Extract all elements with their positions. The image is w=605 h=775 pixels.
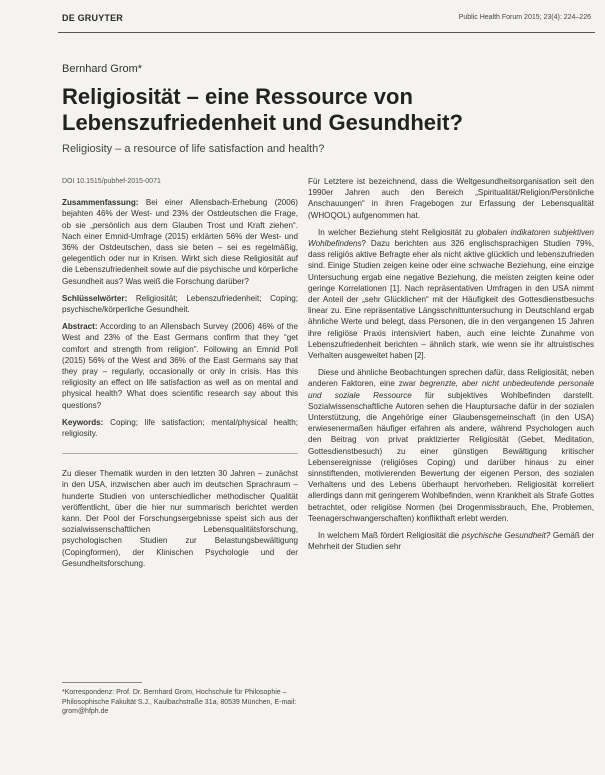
left-column <box>62 176 298 575</box>
correspondence-footnote: *Korrespondenz: Prof. Dr. Bernhard Grom, Hochschule für Philosophie – Philosophische Fakultät S.J., Kaulbachstraße 31a, 80539 München, E-mail: grom@hfph.de <box>62 689 297 715</box>
p4-emphasis: psychische Gesundheit? <box>461 531 551 541</box>
abstract-text: According to an Allensbach Survey (2006) 46% of the West and 23% of the East Germans confirm that they “get comfort and strength from religion”. Following an Emnid Poll (2015) 56% of the West and 36% of the East Germans say that they pray – regularly, occasionally or only in crisis. Has this religiosity an effect on life satisfaction as well as on mental and physical health? What does scientific research say about this questions? <box>62 322 298 410</box>
doi-link[interactable]: DOI 10.1515/pubhef-2015-0071 <box>62 178 161 185</box>
p2-text-b: ? Dazu berichten aus 326 englischsprachigen Studien 79%, dass religiös aktive Befragte eher als nicht aktive glücklich und lebenszufrieden sind. Einige Studien zeigen keine oder eine schwache Beziehung, eine einzige Untersuchung ergab eine negative Beziehung, die meisten zeigten keine oder geringe Korrelationen [1]. Nach repräsentativen Umfragen in den USA nimmt der Anteil der „sehr Glücklichen“ mit der Häufigkeit des Gottesdienstbesuchs linear zu. Eine repräsentative Längsschnittuntersuchung in Deutschland ergab ähnliche Werte und belegt, dass Personen, die in den vergangenen 15 Jahren ihre religiöse Praxis intensiviert haben, auch eine leichte Zunahme von Lebenszufriedenheit berichten – ähnlich stark, wie wenn sie ihr altruistisches Verhalten ausgeweitet haben [2]. <box>308 239 594 361</box>
schluesselwoerter <box>62 293 298 315</box>
keywords-text: Coping; life satisfaction; mental/physical health; religiosity. <box>62 417 299 439</box>
keywords <box>62 417 298 439</box>
abstract <box>62 321 298 411</box>
schluessel-label: Schlüsselwörter: <box>62 293 128 303</box>
running-header <box>0 10 605 34</box>
zusammenfassung <box>62 197 298 287</box>
article-title: Religiosität – eine Ressource von Lebenszufriedenheit und Gesundheit? <box>62 84 463 135</box>
right-column <box>308 176 594 559</box>
article-subtitle: Religiosity – a resource of life satisfaction and health? <box>62 143 325 155</box>
body-paragraph-3 <box>308 367 594 524</box>
header-rule <box>58 32 595 33</box>
body-paragraph-4 <box>308 530 594 552</box>
zusammenfassung-label: Zusammenfassung: <box>62 198 139 208</box>
body-paragraph-1: Für Letztere ist bezeichnend, dass die Weltgesundheitsorganisation seit den 1990er Jahren auch den Bereich „Spiritualität/Religion/Persönliche Anschauungen“ in ihren Fragebogen zur Erfassung der Lebensqualität (WHOQOL) aufgenommen hat. <box>308 177 594 220</box>
footnote-rule <box>62 682 142 683</box>
p3-text-a: Diese und ähnliche Beobachtungen sprechen dafür, dass Religiosität, neben anderen Faktoren, eine zwar <box>308 368 594 389</box>
journal-citation: Public Health Forum 2015; 23(4): 224–226 <box>458 14 591 21</box>
p3-text-b: für subjektives Wohlbefinden darstellt. Sozialwissenschaftliche Autoren sehen die Hauptursache dafür in der sozialen Unterstützung, die Angehörige einer Glaubensgemeinschaft (in den USA) erwiesenermaßen häufiger erfahren als andere, während Psychologen auch den Beitrag von privat praktizierter Religiosität (Gebet, Meditation, Gottesdienstbesuch) zu einer günstigen Bewältigung kritischer Lebensereignisse (religiöses Coping) und darüber hinaus zu einer sinnstiftenden, motivierenden Bewertung der eigenen Person, des sozialen Verhaltens und des Lebens überhaupt hervorheben. Religiosität korreliert allerdings dann mit geringerem Wohlbefinden, wenn Krankheit als Strafe Gottes betrachtet, oder religiöse Normen (bei Drogenmissbrauch, Ehe, Problemen, Teenagerschwangerschaften) konflikthaft erlebt werden. <box>308 390 594 523</box>
body-paragraph-intro: Zu dieser Thematik wurden in den letzten 30 Jahren – zunächst in den USA, inzwischen aber auch im deutschen Sprachraum – hunderte Studien von unterschiedlicher methodischer Qualität veröffentlicht, über die hier nur summarisch berichtet werden kann. Der Pool der Forschungsergebnisse speist sich aus der sozialwissenschaftlichen Lebensqualitätsforschung, psychologischen Studien zur Belastungsbewältigung (Copingformen), der Klinischen Psychologie und der Gesundheitsforschung. <box>62 469 298 568</box>
p2-emphasis: globalen indikatoren subjektiven Wohlbefindens <box>308 227 594 249</box>
keywords-label: Keywords: <box>62 417 104 427</box>
p2-text-a: In welcher Beziehung steht Religiosität zu <box>318 227 474 237</box>
p4-text-a: In welchem Maß fördert Religiosität die <box>318 531 460 541</box>
p4-text-b: Gemäß der Mehrheit der Studien sehr <box>308 531 595 552</box>
publisher-name: DE GRUYTER <box>62 13 124 23</box>
section-divider <box>62 453 298 454</box>
schluessel-text: Religiosität; Lebenszufriedenheit; Coping; psychische/körperliche Gesundheit. <box>62 293 298 315</box>
body-paragraph-2 <box>308 227 594 361</box>
zusammenfassung-text: Bei einer Allensbach-Erhebung (2006) bejahten 46% der West- und 23% der Ostdeutschen die Frage, ob sie „persönlich aus dem Glauben Trost und Kraft ziehen“. Nach einer Emnid-Umfrage (2015) erklärten 56% der West- und 36% der Ostdeutschen, dass sie beten – sei es regelmäßig, gelegentlich oder nur in Krisen. Wirkt sich diese Religiosität auf die Lebenszufriedenheit sowie auf die psychische und körperliche Gesundheit aus? Was weiß die Forschung darüber? <box>62 198 298 286</box>
article-author: Bernhard Grom* <box>62 63 143 75</box>
abstract-label: Abstract: <box>62 322 98 332</box>
p3-emphasis: begrenzte, aber nicht unbedeutende personale und soziale Ressource <box>308 379 594 400</box>
